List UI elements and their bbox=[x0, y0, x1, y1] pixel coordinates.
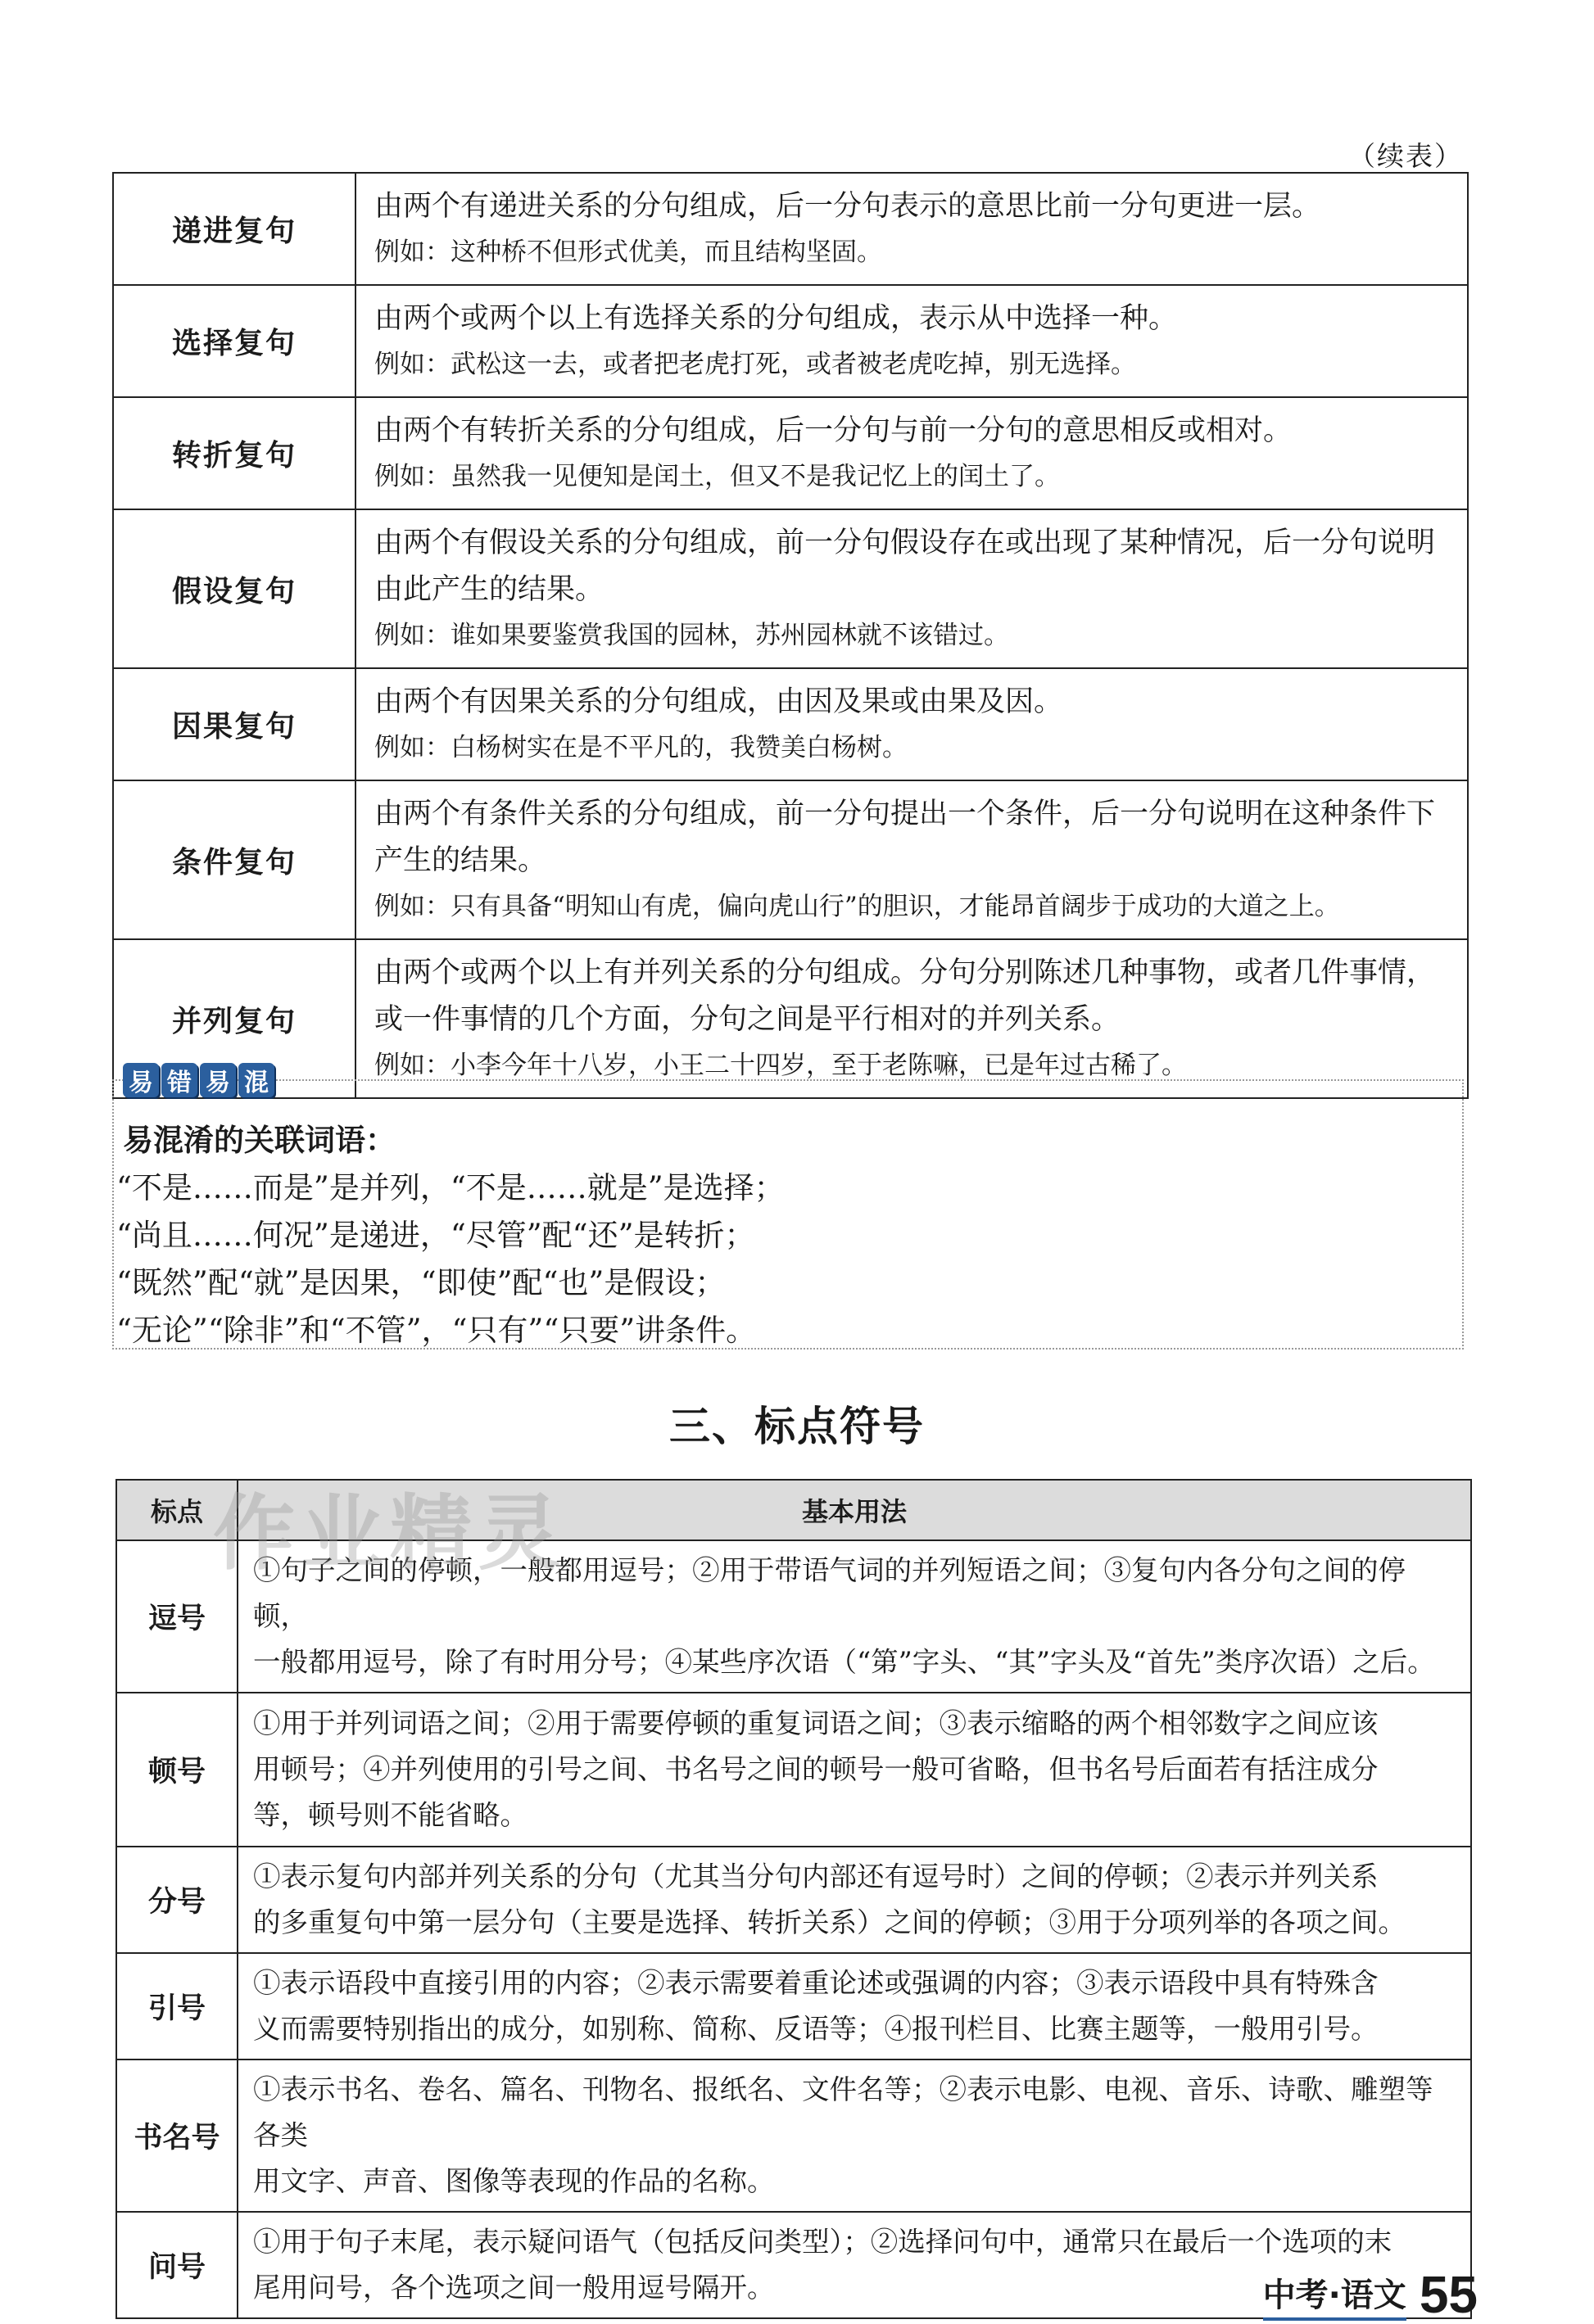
clause-type: 递进复句 bbox=[113, 173, 355, 285]
usage-line: ①表示语段中直接引用的内容；②表示需要着重论述或强调的内容；③表示语段中具有特殊含 bbox=[253, 1967, 1379, 1999]
clause-description bbox=[355, 509, 1468, 668]
definition-line: 产生的结果。 bbox=[374, 844, 547, 877]
definition-line: 由两个有假设关系的分句组成，前一分句假设存在或出现了某种情况，后一分句说明 bbox=[374, 527, 1436, 559]
clause-description bbox=[355, 173, 1468, 285]
table-row bbox=[116, 1847, 1471, 1953]
punctuation-mark: 问号 bbox=[116, 2212, 238, 2318]
table-row bbox=[113, 668, 1468, 780]
badge-char: 混 bbox=[238, 1063, 274, 1097]
punctuation-mark: 顿号 bbox=[116, 1693, 238, 1847]
section-title: 三、标点符号 bbox=[669, 1402, 925, 1450]
usage-description bbox=[238, 1953, 1471, 2059]
definition-line: 由两个或两个以上有并列关系的分句组成。分句分别陈述几种事物，或者几件事情， bbox=[374, 956, 1436, 989]
usage-line: 用顿号；④并列使用的引号之间、书名号之间的顿号一般可省略，但书名号后面若有括注成分 bbox=[253, 1753, 1379, 1785]
clause-description bbox=[355, 668, 1468, 780]
tip-title: 易混淆的关联词语： bbox=[123, 1123, 396, 1158]
page-footer bbox=[1262, 2265, 1478, 2324]
watermark-logo: 作业精灵 bbox=[213, 1485, 567, 1581]
usage-line: 等，顿号则不能省略。 bbox=[253, 1799, 528, 1831]
punctuation-mark: 逗号 bbox=[116, 1540, 238, 1693]
table-row bbox=[113, 780, 1468, 939]
tip-line: “尚且……何况”是递进，“尽管”配“还”是转折； bbox=[116, 1218, 755, 1253]
page-number: 55 bbox=[1419, 2265, 1478, 2324]
definition-line: 由两个有递进关系的分句组成，后一分句表示的意思比前一分句更进一层。 bbox=[374, 190, 1321, 223]
usage-line: ①表示复句内部并列关系的分句（尤其当分句内部还有逗号时）之间的停顿；②表示并列关系 bbox=[253, 1861, 1379, 1892]
table-row bbox=[116, 1953, 1471, 2059]
usage-description bbox=[238, 1847, 1471, 1953]
usage-line: 一般都用逗号，除了有时用分号；④某些序次语（“第”字头、“其”字头及“首先”类序次语）之后。 bbox=[253, 1646, 1435, 1678]
clause-type: 因果复句 bbox=[113, 668, 355, 780]
example-line: 例如：虽然我一见便知是闰土，但又不是我记忆上的闰土了。 bbox=[374, 462, 1060, 491]
usage-line: ①表示书名、卷名、篇名、刊物名、报纸名、文件名等；②表示电影、电视、音乐、诗歌、雕塑等各类 bbox=[253, 2073, 1433, 2151]
clause-type: 选择复句 bbox=[113, 285, 355, 397]
usage-line: 尾用问号，各个选项之间一般用逗号隔开。 bbox=[253, 2272, 775, 2304]
clause-description bbox=[355, 285, 1468, 397]
example-line: 例如：小李今年十八岁，小王二十四岁，至于老陈嘛，已是年过古稀了。 bbox=[374, 1051, 1187, 1080]
example-line: 例如：只有具备“明知山有虎，偏向虎山行”的胆识，才能昂首阔步于成功的大道之上。 bbox=[374, 892, 1340, 921]
definition-line: 由两个或两个以上有选择关系的分句组成，表示从中选择一种。 bbox=[374, 302, 1178, 335]
tip-line: “既然”配“就”是因果，“即使”配“也”是假设； bbox=[116, 1265, 726, 1300]
badge-char: 易 bbox=[123, 1063, 159, 1097]
table-row bbox=[113, 173, 1468, 285]
punctuation-mark: 分号 bbox=[116, 1847, 238, 1953]
badge-char: 易 bbox=[200, 1063, 236, 1097]
table-row bbox=[116, 2059, 1471, 2212]
example-line: 例如：武松这一去，或者把老虎打死，或者被老虎吃掉，别无选择。 bbox=[374, 350, 1136, 379]
example-line: 例如：白杨树实在是不平凡的，我赞美白杨树。 bbox=[374, 733, 908, 762]
clause-type: 条件复句 bbox=[113, 780, 355, 939]
definition-line: 由两个有因果关系的分句组成，由因及果或由果及因。 bbox=[374, 685, 1063, 718]
punctuation-table bbox=[115, 1479, 1472, 2319]
tip-line: “不是……而是”是并列，“不是……就是”是选择； bbox=[116, 1170, 785, 1205]
punctuation-mark: 书名号 bbox=[116, 2059, 238, 2212]
table-row bbox=[113, 397, 1468, 509]
definition-line: 由两个有转折关系的分句组成，后一分句与前一分句的意思相反或相对。 bbox=[374, 414, 1293, 447]
header-cell-mark: 标点 bbox=[116, 1480, 238, 1540]
compound-sentence-table bbox=[112, 172, 1469, 1099]
tip-badge bbox=[123, 1063, 274, 1097]
definition-line: 由此产生的结果。 bbox=[374, 573, 605, 606]
tip-line: “无论”“除非”和“不管”，“只有”“只要”讲条件。 bbox=[116, 1313, 757, 1348]
example-line: 例如：这种桥不但形式优美，而且结构坚固。 bbox=[374, 237, 882, 267]
clause-type: 转折复句 bbox=[113, 397, 355, 509]
usage-description bbox=[238, 1693, 1471, 1847]
definition-line: 或一件事情的几个方面，分句之间是平行相对的并列关系。 bbox=[374, 1003, 1121, 1036]
usage-line: ①句子之间的停顿，一般都用逗号；②用于带语气词的并列短语之间；③复句内各分句之间的停顿， bbox=[253, 1554, 1406, 1632]
usage-line: ①用于句子末尾，表示疑问语气（包括反问类型）；②选择问句中，通常只在最后一个选项的末 bbox=[253, 2226, 1392, 2258]
clause-type: 假设复句 bbox=[113, 509, 355, 668]
header-cell-usage: 基本用法 bbox=[238, 1480, 1471, 1540]
definition-line: 由两个有条件关系的分句组成，前一分句提出一个条件，后一分句说明在这种条件下 bbox=[374, 798, 1436, 830]
usage-line: 用文字、声音、图像等表现的作品的名称。 bbox=[253, 2165, 775, 2197]
usage-line: 义而需要特别指出的成分，如别称、简称、反语等；④报刊栏目、比赛主题等，一般用引号。 bbox=[253, 2013, 1379, 2045]
footer-subject: 中考·语文 bbox=[1263, 2269, 1406, 2321]
table-row bbox=[113, 509, 1468, 668]
example-line: 例如：谁如果要鉴赏我国的园林，苏州园林就不该错过。 bbox=[374, 621, 1009, 650]
usage-description bbox=[238, 2059, 1471, 2212]
table-row bbox=[116, 1693, 1471, 1847]
clause-description bbox=[355, 397, 1468, 509]
clause-description bbox=[355, 780, 1468, 939]
clause-description bbox=[355, 939, 1468, 1098]
usage-line: ①用于并列词语之间；②用于需要停顿的重复词语之间；③表示缩略的两个相邻数字之间应该 bbox=[253, 1707, 1379, 1739]
badge-char: 错 bbox=[161, 1063, 197, 1097]
table-row bbox=[113, 939, 1468, 1098]
usage-line: 的多重复句中第一层分句（主要是选择、转折关系）之间的停顿；③用于分项列举的各项之间。 bbox=[253, 1906, 1406, 1938]
table-row bbox=[113, 285, 1468, 397]
clause-type: 并列复句 bbox=[113, 939, 355, 1098]
continued-label: （续表） bbox=[1348, 140, 1463, 172]
punctuation-mark: 引号 bbox=[116, 1953, 238, 2059]
